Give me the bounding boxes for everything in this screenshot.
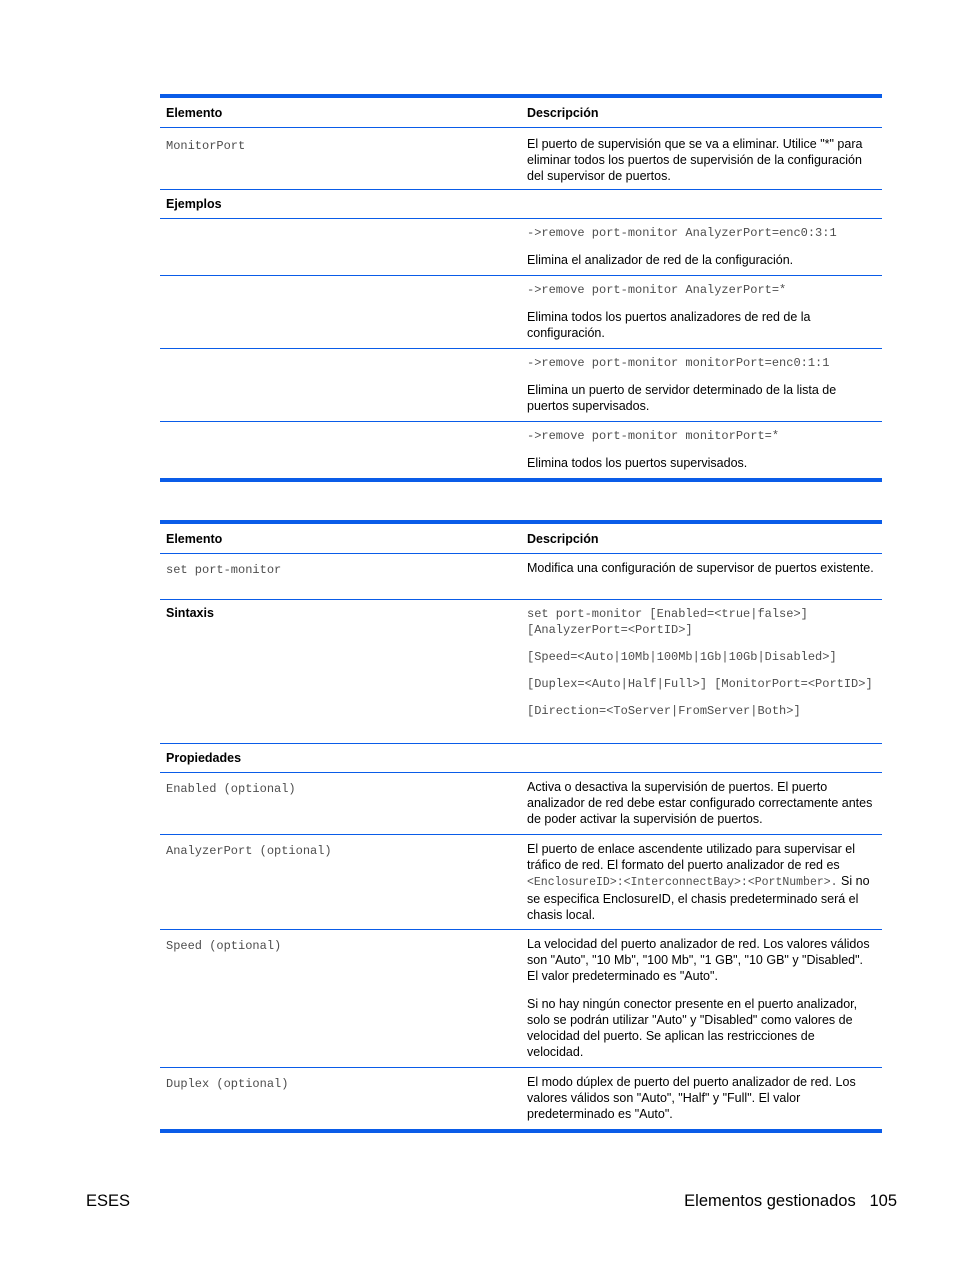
- example-description: Elimina todos los puertos supervisados.: [527, 456, 748, 470]
- description-speed-note: Si no hay ningún conector presente en el puerto analizador, solo se podrán utilizar "Auto" y "Disabled" como valores de velocidad del puerto. Se aplican las restricciones de velocidad.: [527, 997, 858, 1059]
- syntax-label: Sintaxis: [166, 606, 214, 620]
- element-set-port-monitor: set port-monitor: [166, 563, 282, 577]
- description-set-port-monitor: Modifica una configuración de supervisor de puertos existente.: [527, 561, 874, 575]
- page-number: 105: [869, 1192, 897, 1210]
- analyzerport-note: Si no se especifica EnclosureID, el chasis predeterminado será el chasis local.: [527, 874, 870, 922]
- analyzerport-text: El puerto de enlace ascendente utilizado para supervisar el tráfico de red. El formato del puerto analizador de red es: [527, 842, 855, 872]
- example-command: ->remove port-monitor monitorPort=enc0:1:1: [527, 356, 830, 370]
- header-descripcion: Descripción: [527, 531, 599, 546]
- table-row: [160, 1068, 882, 1129]
- set-port-monitor-table: [160, 520, 882, 1133]
- examples-label: Ejemplos: [166, 197, 222, 211]
- description-monitorport: El puerto de supervisión que se va a eliminar. Utilice "*" para eliminar todos los puertos de supervisión de la configuración del supervisor de puertos.: [527, 137, 863, 183]
- table-row: [160, 600, 882, 743]
- table-bottom-rule: [160, 478, 882, 482]
- table-row: [160, 276, 882, 348]
- footer-page-info: [684, 1192, 897, 1211]
- table-row: [160, 773, 882, 834]
- description-speed: La velocidad del puerto analizador de red. Los valores válidos son "Auto", "10 Mb", "100 Mb", "1 GB", "10 GB" y "Disabled". El valor predeterminado es "Auto".: [527, 937, 870, 983]
- syntax-line: [Duplex=<Auto|Half|Full>] [MonitorPort=<PortID>]: [527, 677, 873, 691]
- properties-label: Propiedades: [166, 751, 242, 765]
- syntax-line: [Direction=<ToServer|FromServer|Both>]: [527, 704, 801, 718]
- table-row: [160, 554, 882, 599]
- table-header-row: [160, 98, 882, 127]
- table-header-row: [160, 524, 882, 553]
- header-elemento: Elemento: [166, 105, 223, 120]
- example-description: Elimina un puerto de servidor determinado de la lista de puertos supervisados.: [527, 383, 837, 413]
- syntax-line: [Speed=<Auto|10Mb|100Mb|1Gb|10Gb|Disabled>]: [527, 650, 837, 664]
- description-analyzerport: [521, 841, 882, 929]
- analyzerport-format: <EnclosureID>:<InterconnectBay>:<PortNumber>.: [527, 876, 838, 889]
- property-enabled: Enabled (optional): [166, 782, 296, 796]
- element-monitorport: MonitorPort: [166, 139, 246, 153]
- table-row: [160, 349, 882, 421]
- example-description: Elimina todos los puertos analizadores de red de la configuración.: [527, 310, 811, 340]
- example-command: ->remove port-monitor AnalyzerPort=enc0:3:1: [527, 226, 837, 240]
- table-row: [160, 219, 882, 275]
- remove-port-monitor-table: [160, 94, 882, 482]
- description-enabled: Activa o desactiva la supervisión de puertos. El puerto analizador de red debe estar configurado correctamente antes de poder activar la supervisión de puertos.: [527, 780, 873, 826]
- header-descripcion: Descripción: [527, 105, 599, 120]
- example-command: ->remove port-monitor monitorPort=*: [527, 429, 780, 443]
- description-duplex: El modo dúplex de puerto del puerto analizador de red. Los valores válidos son "Auto", "Half" y "Full". El valor predeterminado es "Auto".: [527, 1075, 856, 1121]
- table-row: [160, 190, 882, 218]
- table-row: [160, 930, 882, 1067]
- header-elemento: Elemento: [166, 531, 223, 546]
- property-speed: Speed (optional): [166, 939, 282, 953]
- property-duplex: Duplex (optional): [166, 1077, 289, 1091]
- example-description: Elimina el analizador de red de la configuración.: [527, 253, 794, 267]
- table-row: [160, 744, 882, 772]
- table-row: [160, 422, 882, 478]
- table-row: [160, 128, 882, 189]
- syntax-line: set port-monitor [Enabled=<true|false>] [AnalyzerPort=<PortID>]: [527, 607, 808, 637]
- table-row: [160, 835, 882, 929]
- footer-locale: ESES: [86, 1192, 131, 1210]
- property-analyzerport: AnalyzerPort (optional): [166, 844, 332, 858]
- table-bottom-rule: [160, 1129, 882, 1133]
- example-command: ->remove port-monitor AnalyzerPort=*: [527, 283, 787, 297]
- footer-section-title: Elementos gestionados: [684, 1192, 856, 1210]
